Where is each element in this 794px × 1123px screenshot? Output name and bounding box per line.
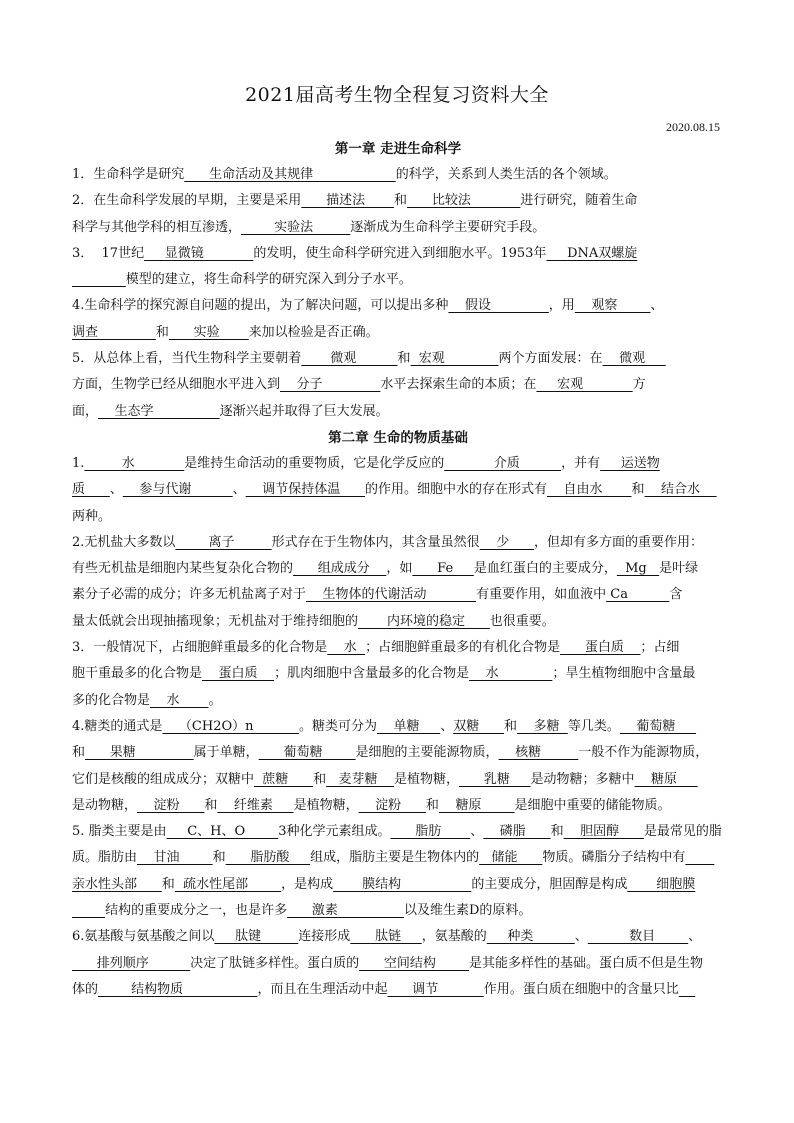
line-text: 素分子必需的成分；许多无机盐离子对于 bbox=[72, 587, 307, 603]
line-text: 决定了肽链多样性。蛋白质的 bbox=[190, 955, 360, 971]
line-text: 和 bbox=[504, 718, 518, 734]
line-text: 进行研究，随着生命 bbox=[520, 193, 638, 209]
line-text: 质。脂肪由 bbox=[72, 850, 138, 866]
line-text: 是动物糖；多糖中 bbox=[530, 771, 635, 787]
text-line bbox=[72, 215, 724, 241]
text-line bbox=[72, 530, 724, 556]
fill-in-answer bbox=[72, 272, 126, 287]
line-text: 含 bbox=[669, 587, 683, 603]
text-line bbox=[72, 504, 724, 530]
fill-in-answer: 糖原 bbox=[438, 797, 515, 813]
text-line bbox=[72, 740, 724, 766]
text-line bbox=[72, 609, 724, 635]
line-text: 逐渐兴起并取得了巨大发展。 bbox=[219, 403, 389, 419]
fill-in-answer bbox=[679, 982, 696, 997]
text-line bbox=[72, 582, 724, 608]
line-text: 是植物糖， bbox=[293, 797, 359, 813]
line-text: 是维持生命活动的重要物质，它是化学反应的 bbox=[184, 455, 445, 471]
line-text: ，而且在生理活动中起 bbox=[257, 981, 388, 997]
chapter-title: 第二章 生命的物质基础 bbox=[328, 429, 468, 446]
line-text: 是细胞的主要能源物质， bbox=[355, 745, 499, 761]
fill-in-answer: C、H、O bbox=[166, 824, 279, 840]
fill-in-answer: Fe bbox=[412, 561, 474, 577]
line-text: ；占细 bbox=[640, 640, 680, 656]
text-line bbox=[72, 635, 724, 661]
line-text: 的主要成分，胆固醇是构成 bbox=[471, 876, 628, 892]
line-text: 4.糖类的通式是 bbox=[72, 718, 163, 734]
line-text: 的发明，使生命科学研究进入到细胞水平。1953年 bbox=[253, 245, 547, 261]
text-line bbox=[72, 451, 724, 477]
fill-in-answer: 宏观 bbox=[536, 377, 633, 393]
text-line bbox=[72, 688, 724, 714]
fill-in-answer: 微观 bbox=[602, 351, 666, 367]
line-text: 2.无机盐大多数以 bbox=[72, 534, 176, 550]
document-body bbox=[72, 136, 724, 1003]
fill-in-answer: 结构物质 bbox=[98, 981, 258, 997]
line-text: 的作用。细胞中水的存在形式有 bbox=[365, 482, 548, 498]
line-text: 、 bbox=[650, 298, 664, 314]
line-text: 属于单糖， bbox=[193, 745, 259, 761]
text-line bbox=[72, 793, 724, 819]
text-line bbox=[72, 714, 724, 740]
line-text: 也很重要。 bbox=[489, 613, 555, 629]
fill-in-answer: 核糖 bbox=[498, 745, 579, 761]
line-text: 有重要作用，如血液中 bbox=[476, 587, 607, 603]
line-text: 以及维生素D的原料。 bbox=[404, 903, 532, 919]
fill-in-answer: 实验 bbox=[168, 324, 249, 340]
fill-in-answer: 调查 bbox=[72, 324, 156, 340]
fill-in-answer: 水 bbox=[327, 640, 366, 656]
line-text: 组成，脂肪主要是生物体内的 bbox=[310, 850, 480, 866]
line-text: 模型的建立，将生命科学的研究深入到分子水平。 bbox=[125, 272, 412, 288]
text-line bbox=[72, 767, 724, 793]
fill-in-answer: 质 bbox=[72, 482, 110, 498]
fill-in-answer: 运送物 bbox=[600, 455, 660, 471]
fill-in-answer: 水 bbox=[150, 692, 209, 708]
line-text: ，氨基酸的 bbox=[421, 929, 487, 945]
line-text: ；旱生植物细胞中含量最 bbox=[552, 666, 696, 682]
fill-in-answer: 微观 bbox=[301, 351, 398, 367]
line-text: 、 bbox=[109, 482, 123, 498]
line-text: 的科学，关系到人类生活的各个领域。 bbox=[395, 167, 617, 182]
line-text: 2．在生命科学发展的早期，主要是采用 bbox=[72, 193, 302, 209]
text-line bbox=[72, 924, 724, 950]
line-text: 和 bbox=[155, 324, 169, 340]
line-text: 1. bbox=[72, 455, 85, 471]
fill-in-answer: 肽键 bbox=[214, 929, 299, 945]
fill-in-answer: 生物体的代谢活动 bbox=[306, 587, 477, 603]
fill-in-answer: 生命活动及其规律 bbox=[184, 167, 396, 182]
fill-in-answer: 肽链 bbox=[350, 929, 422, 945]
fill-in-answer: 淀粉 bbox=[137, 797, 205, 813]
line-text: 是最常见的脂 bbox=[643, 824, 722, 840]
fill-in-answer: 调节 bbox=[387, 981, 484, 997]
line-text: 胞干重最多的化合物是 bbox=[72, 666, 203, 682]
line-text: 形式存在于生物体内，其含量虽然很 bbox=[271, 534, 480, 550]
text-line bbox=[72, 162, 724, 188]
line-text: 和 bbox=[425, 797, 439, 813]
line-text: 6.氨基酸与氨基酸之间以 bbox=[72, 929, 215, 945]
text-line bbox=[72, 477, 724, 503]
line-text: 。糖类可分为 bbox=[298, 718, 377, 734]
fill-in-answer: 参与代谢 bbox=[122, 482, 233, 498]
fill-in-answer: 亲水性头部 bbox=[72, 876, 162, 892]
fill-in-answer: Ca bbox=[606, 587, 670, 603]
fill-in-answer: 种类 bbox=[486, 929, 575, 945]
fill-in-answer: 葡萄糖 bbox=[258, 745, 356, 761]
line-text: 和 bbox=[204, 797, 218, 813]
text-line bbox=[72, 819, 724, 845]
fill-in-answer: 结合水 bbox=[644, 482, 717, 498]
line-text: ；肌肉细胞中含量最多的化合物是 bbox=[274, 666, 470, 682]
text-line bbox=[72, 188, 724, 214]
line-text: 5. 脂类主要是由 bbox=[72, 824, 167, 840]
text-line bbox=[72, 872, 724, 898]
fill-in-answer: 磷脂 bbox=[483, 824, 551, 840]
line-text: 4.生命科学的探究源自问题的提出，为了解决问题，可以提出多种 bbox=[72, 298, 449, 314]
line-text: 两种。 bbox=[72, 508, 112, 524]
fill-in-answer: 组成成分 bbox=[293, 561, 387, 577]
line-text: ，是构成 bbox=[281, 876, 334, 892]
fill-in-answer: 少 bbox=[479, 534, 534, 550]
fill-in-answer: 麦芽糖 bbox=[326, 771, 395, 787]
fill-in-answer: 储能 bbox=[479, 850, 543, 866]
line-text: 是叶绿 bbox=[659, 561, 699, 577]
fill-in-answer: 蛋白质 bbox=[560, 640, 641, 656]
fill-in-answer: 激素 bbox=[287, 903, 404, 919]
line-text: 逐渐成为生命科学主要研究手段。 bbox=[350, 219, 546, 235]
fill-in-answer: 糖原 bbox=[634, 771, 698, 787]
fill-in-answer bbox=[685, 850, 714, 865]
line-text: 和 bbox=[631, 482, 645, 498]
line-text: 和 bbox=[397, 351, 411, 367]
line-text: ，如 bbox=[386, 561, 413, 577]
text-line bbox=[72, 556, 724, 582]
line-text: 、 bbox=[688, 929, 702, 945]
fill-in-answer: 假设 bbox=[448, 298, 549, 314]
line-text: 是植物糖， bbox=[394, 771, 460, 787]
line-text: 3．一般情况下，占细胞鲜重最多的化合物是 bbox=[72, 640, 328, 656]
line-text: 有些无机盐是细胞内某些复杂化合物的 bbox=[72, 561, 294, 577]
fill-in-answer: 离子 bbox=[175, 534, 272, 550]
fill-in-answer: 单糖 bbox=[377, 718, 441, 734]
line-text: 两个方面发展：在 bbox=[498, 351, 603, 367]
line-text: 3种化学元素组成。 bbox=[278, 824, 391, 840]
fill-in-answer: （CH2O）n bbox=[162, 718, 299, 734]
line-text: 连接形成 bbox=[298, 929, 351, 945]
line-text: 它们是核酸的组成成分；双糖中 bbox=[72, 771, 255, 787]
line-text: 、 bbox=[574, 929, 588, 945]
fill-in-answer: 自由水 bbox=[547, 482, 632, 498]
fill-in-answer: 淀粉 bbox=[358, 797, 426, 813]
fill-in-answer: 实验法 bbox=[241, 219, 351, 235]
fill-in-answer: DNA双螺旋 bbox=[546, 245, 638, 261]
fill-in-answer: 脂肪 bbox=[390, 824, 471, 840]
text-line bbox=[72, 977, 724, 1003]
fill-in-answer: 调节保持体温 bbox=[245, 482, 366, 498]
text-line bbox=[72, 661, 724, 687]
fill-in-answer: 甘油 bbox=[137, 850, 213, 866]
fill-in-answer bbox=[72, 903, 105, 918]
chapter-title: 第一章 走进生命科学 bbox=[334, 141, 462, 157]
text-line bbox=[72, 399, 724, 425]
line-text: 科学与其他学科的相互渗透， bbox=[72, 219, 242, 235]
line-text: 。 bbox=[208, 692, 222, 708]
line-text: 、 bbox=[440, 718, 454, 734]
line-text: 量太低就会出现抽搐现象；无机盐对于维持细胞的 bbox=[72, 613, 359, 629]
document-title: 2021届高考生物全程复习资料大全 bbox=[245, 84, 549, 106]
line-text: 和 bbox=[72, 745, 86, 761]
fill-in-answer: 蛋白质 bbox=[202, 666, 275, 682]
line-text: 和 bbox=[313, 771, 327, 787]
line-text: 面， bbox=[72, 403, 99, 419]
line-text: 和 bbox=[212, 850, 226, 866]
line-text: 结构的重要成分之一，也是许多 bbox=[105, 903, 288, 919]
fill-in-answer: 数目 bbox=[587, 929, 689, 945]
line-text: 水平去探索生命的本质；在 bbox=[380, 377, 537, 393]
fill-in-answer: 疏水性尾部 bbox=[174, 876, 282, 892]
line-text: 作用。蛋白质在细胞中的含量只比 bbox=[483, 981, 679, 997]
line-text: 是其能多样性的基础。蛋白质不但是生物 bbox=[469, 955, 704, 971]
text-line bbox=[72, 372, 724, 398]
line-text: 是血红蛋白的主要成分， bbox=[473, 561, 617, 577]
line-text: 等几类。 bbox=[567, 718, 620, 734]
line-text: 是细胞中重要的储能物质。 bbox=[514, 797, 671, 813]
fill-in-answer: 介质 bbox=[444, 455, 562, 471]
fill-in-answer: 水 bbox=[469, 666, 553, 682]
line-text: 方 bbox=[632, 377, 646, 393]
fill-in-answer: 内环境的稳定 bbox=[358, 613, 490, 629]
fill-in-answer: 纤维素 bbox=[217, 797, 294, 813]
line-text: 5．从总体上看，当代生物科学主要朝着 bbox=[72, 351, 302, 367]
fill-in-answer: 比较法 bbox=[407, 193, 521, 209]
line-text: ；占细胞鲜重最多的有机化合物是 bbox=[365, 640, 561, 656]
line-text: 、 bbox=[232, 482, 246, 498]
text-line bbox=[72, 898, 724, 924]
fill-in-answer: 细胞膜 bbox=[627, 876, 696, 892]
line-text: ，并有 bbox=[561, 455, 601, 471]
line-text: 是动物糖， bbox=[72, 797, 138, 813]
line-text: 和 bbox=[550, 824, 564, 840]
fill-in-answer: 葡萄糖 bbox=[619, 718, 697, 734]
line-text: ，用 bbox=[548, 298, 575, 314]
fill-in-answer: 描述法 bbox=[301, 193, 395, 209]
line-text: 1．生命科学是研究 bbox=[72, 167, 185, 182]
text-line bbox=[72, 293, 724, 319]
fill-in-answer: 分子 bbox=[280, 377, 381, 393]
text-line bbox=[72, 845, 724, 871]
fill-in-answer: 蔗糖 bbox=[254, 771, 314, 787]
text-line bbox=[72, 346, 724, 372]
text-line bbox=[72, 951, 724, 977]
fill-in-answer: 胆固醇 bbox=[563, 824, 644, 840]
line-text: 和 bbox=[394, 193, 408, 209]
fill-in-answer: 空间结构 bbox=[359, 955, 469, 971]
line-text: 物质。磷脂分子结构中有 bbox=[542, 850, 686, 866]
fill-in-answer: Mg bbox=[616, 561, 660, 577]
fill-in-answer: 多糖 bbox=[517, 718, 568, 734]
fill-in-answer: 双糖 bbox=[453, 718, 505, 734]
fill-in-answer: 生态学 bbox=[98, 403, 220, 419]
text-line bbox=[72, 320, 724, 346]
text-line bbox=[72, 241, 724, 267]
fill-in-answer: 膜结构 bbox=[333, 876, 472, 892]
line-text: 体的 bbox=[72, 981, 99, 997]
line-text: 3． 17世纪 bbox=[72, 245, 145, 261]
fill-in-answer: 显微镜 bbox=[144, 245, 254, 261]
line-text: 来加以检验是否正确。 bbox=[248, 324, 379, 340]
fill-in-answer: 乳糖 bbox=[459, 771, 531, 787]
fill-in-answer: 水 bbox=[84, 455, 185, 471]
line-text: 、 bbox=[470, 824, 484, 840]
document-date: 2020.08.15 bbox=[666, 120, 720, 134]
line-text: 和 bbox=[161, 876, 175, 892]
line-text: 一般不作为能源物质， bbox=[578, 745, 709, 761]
line-text: ，但却有多方面的重要作用： bbox=[534, 534, 704, 550]
fill-in-answer: 观察 bbox=[574, 298, 651, 314]
fill-in-answer: 果糖 bbox=[85, 745, 194, 761]
fill-in-answer: 排列顺序 bbox=[72, 955, 191, 971]
fill-in-answer: 脂肪酸 bbox=[225, 850, 311, 866]
fill-in-answer: 宏观 bbox=[410, 351, 499, 367]
line-text: 多的化合物是 bbox=[72, 692, 151, 708]
text-line bbox=[72, 267, 724, 293]
line-text: 方面，生物学已经从细胞水平进入到 bbox=[72, 377, 281, 393]
